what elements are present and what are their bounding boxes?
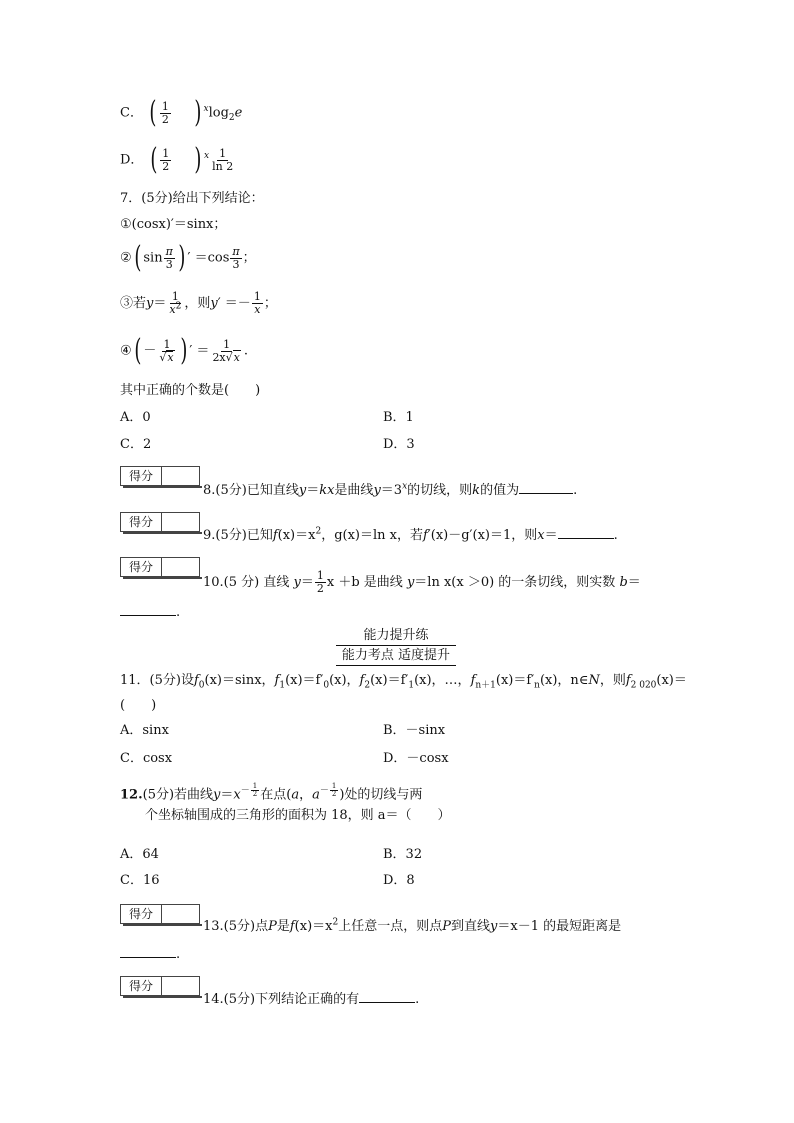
score-box[interactable]: 得分 <box>120 557 200 577</box>
q13-text: 13.(5分)点P是$f(x)=x^2$上任意一点，则点P到直线y＝x－1 的最短距离是 <box>203 917 622 934</box>
section-subtitle: 能力考点 适度提升 <box>336 647 456 666</box>
q7-question: 其中正确的个数是( ) <box>120 383 261 398</box>
score-box[interactable]: 得分 <box>120 976 200 996</box>
q7-option-d: D．3 <box>383 437 415 452</box>
score-box[interactable]: 得分 <box>120 466 200 486</box>
q7-item-3: ③若y＝ $\frac{1}{x^2}$ ，则y′ ＝－ $\frac{1}{x}$ ； <box>120 290 277 316</box>
q11-text: 11．(5分)设$f_0(x)=\sin x$，$f_1(x)=f'_0(x)$，$f_2(x)=f'_1(x)$，…，$f_{n+1}(x)=f'_n(x)$，n∈N，则$f_{2 020}(x)=$ <box>120 673 687 691</box>
q7-option-b: B．1 <box>383 410 414 425</box>
q7-stem: 7．(5分)给出下列结论： <box>120 191 264 206</box>
q7-option-c: C．2 <box>120 437 152 452</box>
q11-option-c: C．cosx <box>120 751 173 766</box>
fraction: $\frac{1}{2}$ <box>162 146 170 173</box>
q11-option-b: B．－sinx <box>383 723 446 738</box>
q9-text: 9.(5分)已知$f(x)=x^2$，g(x)＝ln x，若f′(x)－g′(x)＝1，则x＝ . <box>203 526 618 543</box>
answer-blank[interactable] <box>120 603 176 616</box>
q10-text: 10.(5 分) 直线 y＝ $\frac{1}{2}$ x ＋b 是曲线 y＝ln x(x ＞0) 的一条切线，则实数 b＝ <box>203 569 641 595</box>
q6-option-d: D． ( $\frac{1}{2}$ ) $^x$ $\frac{1}{\ln 2}$ <box>120 142 234 177</box>
answer-blank[interactable] <box>120 945 176 958</box>
answer-blank[interactable] <box>359 990 415 1003</box>
q10-blank-line: . <box>120 603 180 622</box>
answer-blank[interactable] <box>519 481 573 494</box>
q12-option-c: C．16 <box>120 873 160 888</box>
score-box[interactable]: 得分 <box>120 904 200 924</box>
q11-option-d: D．－cosx <box>383 751 449 766</box>
q14-text: 14.(5分)下列结论正确的有 . <box>203 992 420 1007</box>
q12-option-d: D．8 <box>383 873 415 888</box>
answer-blank[interactable] <box>558 526 614 539</box>
q7-item-4: ④( － $\frac{1}{√x}$ ) ′ ＝ $\frac{1}{2x√x}$ . <box>120 333 249 368</box>
q12-option-a: A．64 <box>120 847 159 862</box>
q6-option-c: C． ( $\frac{1}{2}$ ) $^x\log_2e$ <box>120 95 243 130</box>
q13-blank-line: . <box>120 945 180 964</box>
q12-text: 12.(5分)若曲线$y=x^{- \frac{1}{2}}$ 在点(a，$a^{- \frac{1}{2}}$ )处的切线与两 <box>120 782 423 803</box>
fraction: $\frac{1}{\ln 2}$ <box>212 146 234 173</box>
section-title: 能力提升练 <box>336 627 456 646</box>
q11-paren: ( ) <box>120 698 157 713</box>
score-box[interactable]: 得分 <box>120 512 200 532</box>
q8-text: 8.(5分)已知直线y＝kx是曲线$y=3^x$的切线，则k的值为 . <box>203 481 578 498</box>
fraction: $\frac{1}{2}$ <box>161 99 169 126</box>
q7-option-a: A．0 <box>120 410 151 425</box>
q12-line-2: 个坐标轴围成的三角形的面积为 18，则 a＝（ ） <box>145 808 451 823</box>
q7-item-2: ②( sin $\frac{\pi}{3}$ ) ′ ＝cos $\frac{\pi}{3}$ ； <box>120 240 256 275</box>
q12-option-b: B．32 <box>383 847 423 862</box>
q11-option-a: A．sinx <box>120 723 169 738</box>
q7-item-1: ①(cosx)′＝sinx； <box>120 217 227 232</box>
